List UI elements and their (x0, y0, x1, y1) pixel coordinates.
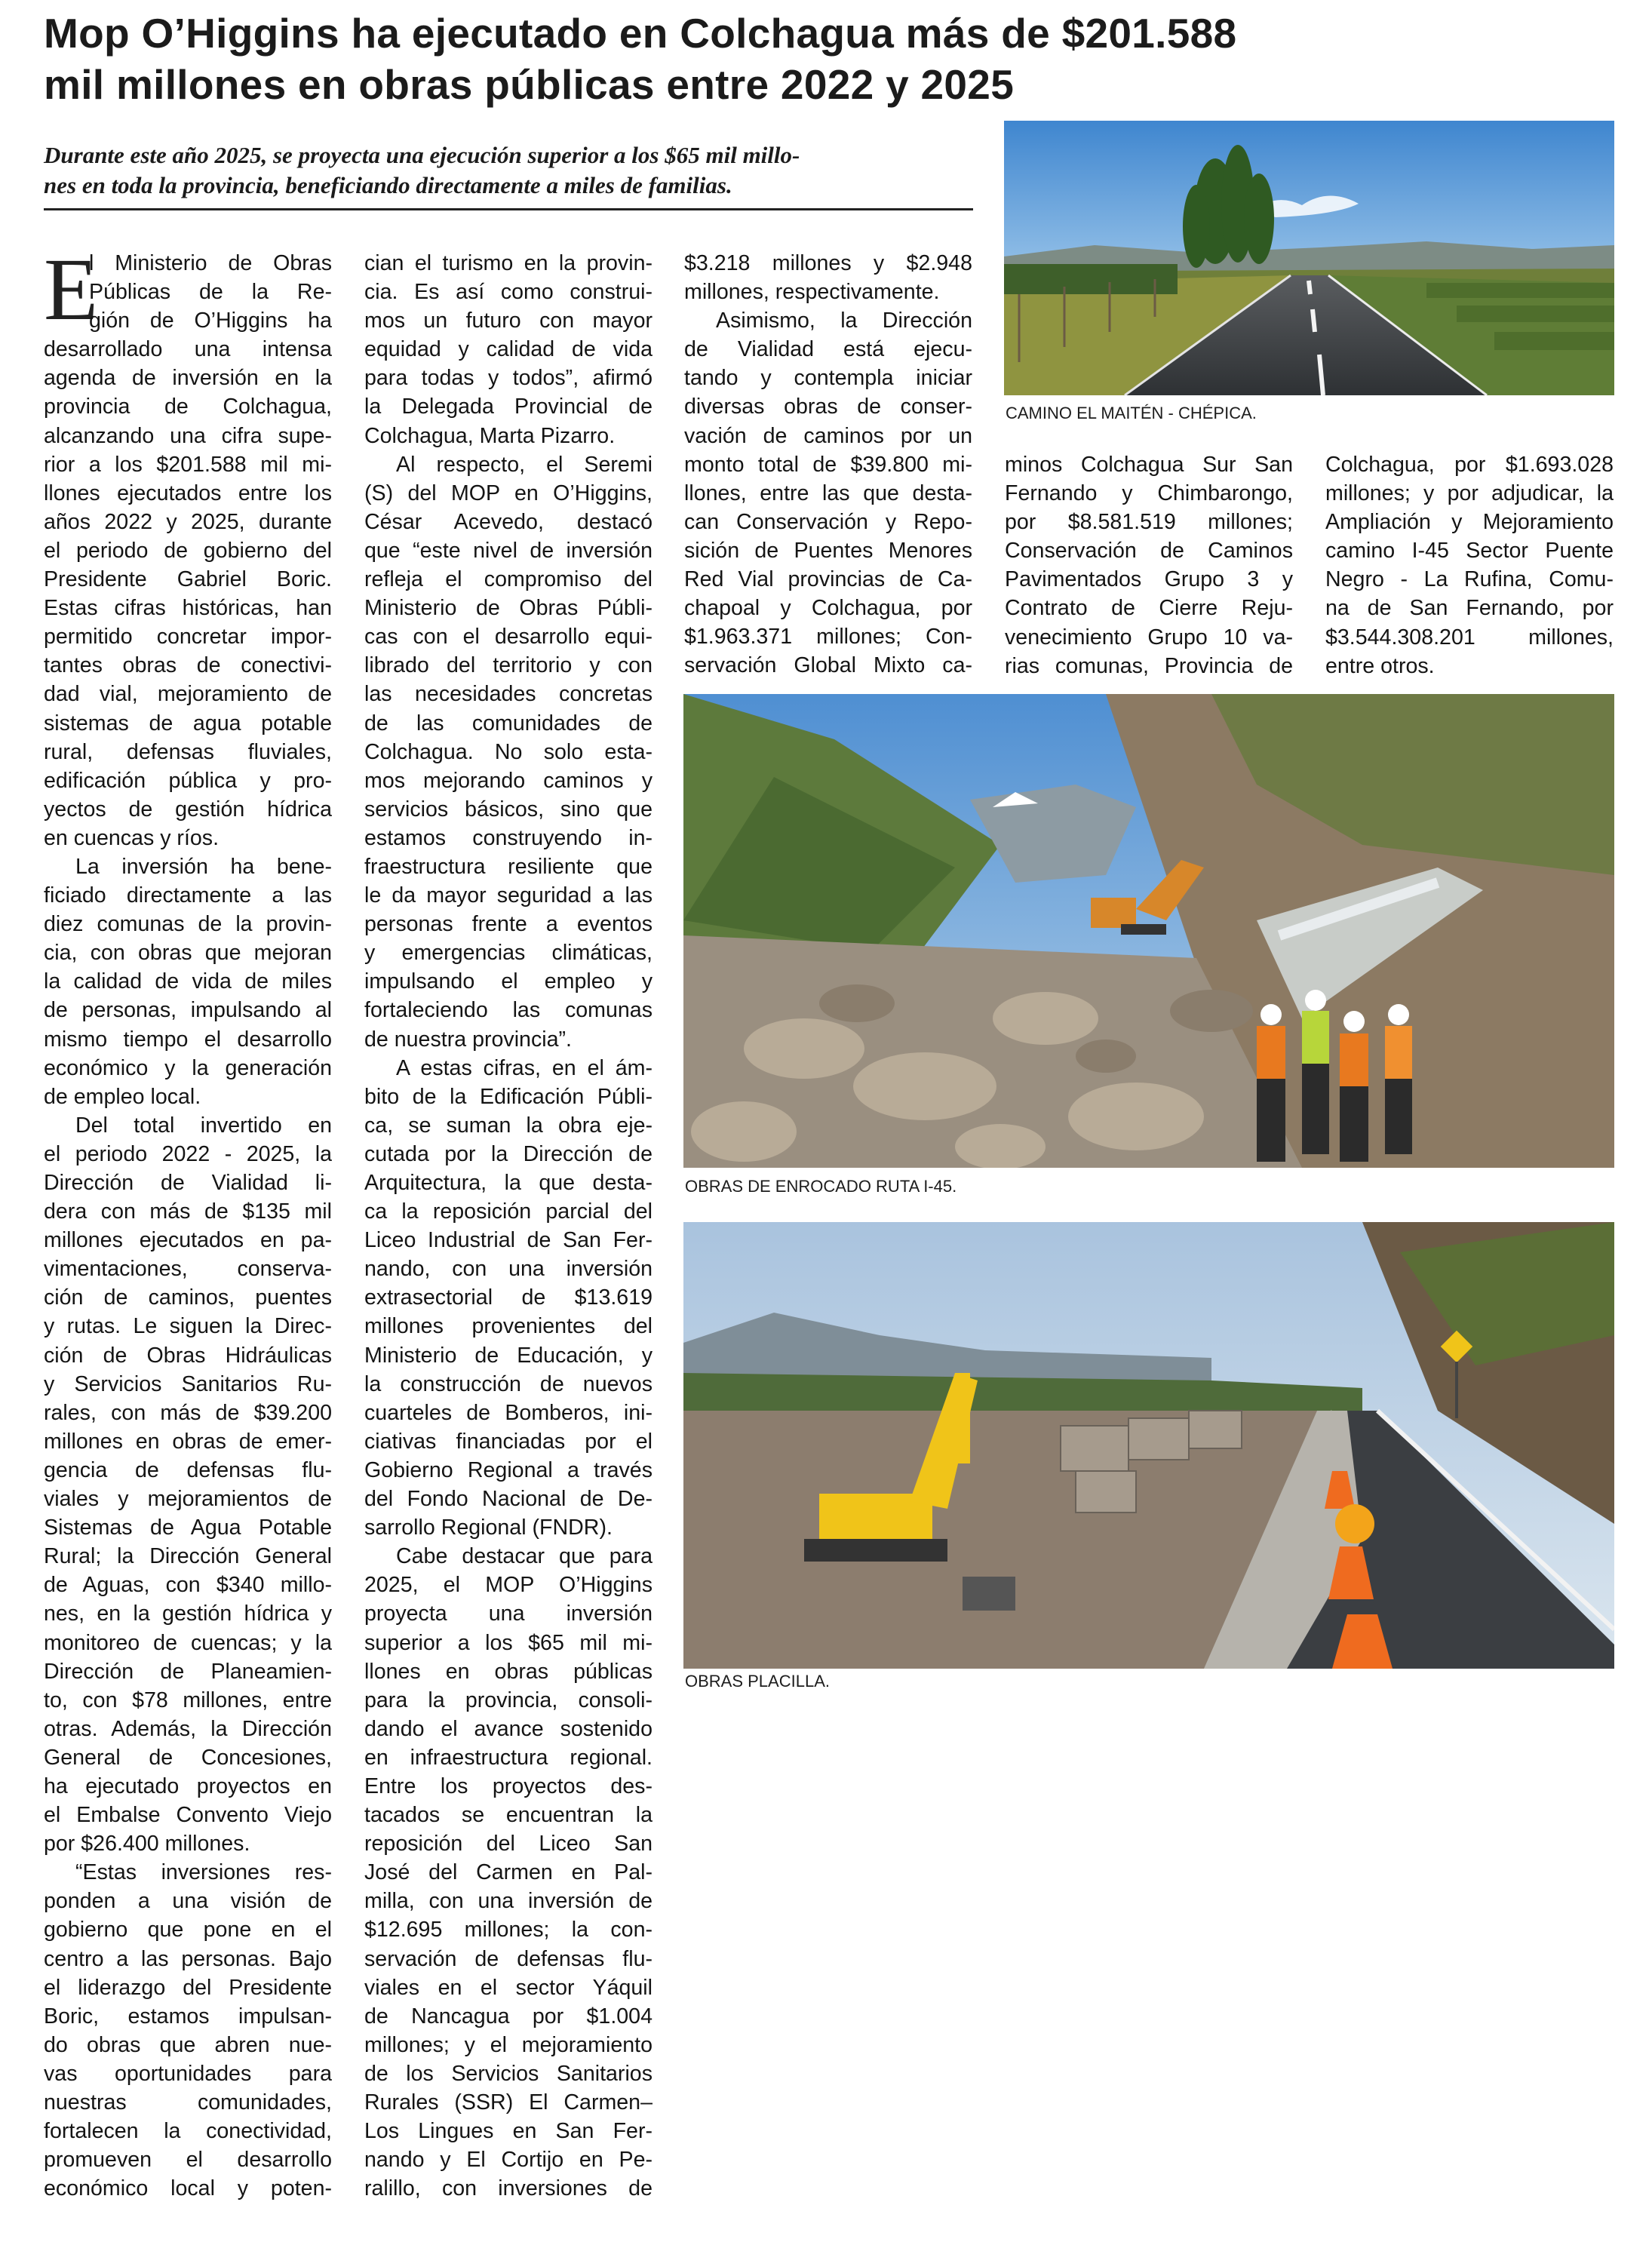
text-line: Contrato de Cierre Reju- (1005, 596, 1293, 621)
text-line: de personas, impulsando al (44, 998, 332, 1023)
text-line: Dirección de Planeamien- (44, 1659, 332, 1684)
text-line: Gobierno Regional a través (364, 1457, 653, 1482)
text-line: personas frente a eventos (364, 912, 653, 937)
article-column-1 (44, 240, 332, 2203)
text-line: cia. Es así como construi- (364, 280, 653, 305)
article-column-4 (1005, 450, 1293, 680)
text-line: librado del territorio y con (364, 653, 653, 678)
text-line: equidad y calidad de vida (364, 337, 653, 362)
text-line: Ampliación y Mejoramiento (1325, 510, 1614, 535)
text-line: y emergencias climáticas, (364, 941, 653, 966)
photo-caption: OBRAS DE ENROCADO RUTA I-45. (685, 1177, 957, 1196)
text-line: servación de defensas flu- (364, 1946, 653, 1971)
text-line: Públicas de la Re- (89, 280, 332, 305)
text-line: “Estas inversiones res- (75, 1860, 332, 1885)
text-line: tantes obras de conectivi- (44, 653, 332, 678)
text-line: alcanzando una cifra supe- (44, 423, 332, 448)
text-line: fraestructura resiliente que (364, 854, 653, 879)
text-line: Cabe destacar que para (396, 1544, 653, 1569)
text-line: reposición del Liceo San (364, 1832, 653, 1857)
text-line: sarrollo Regional (FNDR). (364, 1516, 613, 1540)
photo-camino-el-maiten (1004, 121, 1614, 395)
text-line: gobierno que pone en el (44, 1918, 332, 1942)
text-line: cia, con obras que mejoran (44, 941, 332, 966)
text-line: l Ministerio de Obras (89, 251, 332, 275)
drop-cap: E (44, 240, 99, 339)
text-line: por $26.400 millones. (44, 1832, 250, 1857)
text-line: A estas cifras, en el ám- (396, 1055, 653, 1080)
text-line: el Embalse Convento Viejo (44, 1803, 332, 1828)
text-line: servación Global Mixto ca- (684, 653, 972, 678)
text-line: de Vialidad está ejecu- (684, 337, 972, 362)
text-line: Colchagua. No solo esta- (364, 739, 653, 764)
text-line: César Acevedo, destacó (364, 509, 653, 534)
text-line: Sistemas de Agua Potable (44, 1516, 332, 1540)
photo-caption: OBRAS PLACILLA. (685, 1672, 830, 1691)
text-line: permitido concretar impor- (44, 625, 332, 650)
text-line: superior a los $65 mil mi- (364, 1630, 653, 1655)
text-line: rural, defensas fluviales, (44, 739, 332, 764)
text-line: económico local y poten- (44, 2176, 332, 2201)
text-line: Los Lingues en San Fer- (364, 2119, 653, 2144)
text-line: Ministerio de Educación, y (364, 1343, 653, 1368)
text-line: entre otros. (1325, 653, 1435, 678)
text-line: minos Colchagua Sur San (1005, 453, 1293, 477)
text-line: nando, con una inversión (364, 1257, 653, 1282)
text-line: viales en el sector Yáquil (364, 1975, 653, 2000)
text-line: extrasectorial de $13.619 (364, 1285, 653, 1310)
text-line: dera con más de $135 mil (44, 1199, 332, 1224)
text-line: le da mayor seguridad a las (364, 883, 653, 908)
text-line: rior a los $201.588 mil mi- (44, 452, 332, 477)
article-column-5 (1325, 450, 1614, 680)
photo-obras-placilla (683, 1222, 1614, 1669)
text-line: impulsando el empleo y (364, 969, 653, 994)
text-line: millones; y el mejoramiento (364, 2032, 653, 2057)
text-line: Asimismo, la Dirección (716, 309, 972, 333)
subtitle-line-1: Durante este año 2025, se proyecta una ejecución superior a los $65 mil millo- (44, 142, 800, 168)
text-line: dad vial, mejoramiento de (44, 682, 332, 707)
text-line: Negro - La Rufina, Comu- (1325, 567, 1614, 592)
text-line: nes, en la gestión hídrica y (44, 1602, 332, 1626)
text-line: do obras que abren nue- (44, 2032, 332, 2057)
text-line: del Fondo Nacional de De- (364, 1487, 653, 1512)
text-line: ponden a una visión de (44, 1889, 332, 1914)
text-line: y Servicios Sanitarios Ru- (44, 1371, 332, 1396)
text-line: fortaleciendo las comunas (364, 998, 653, 1023)
text-line: millones; y por adjudicar, la (1325, 481, 1614, 506)
text-line: diversas obras de conser- (684, 395, 972, 419)
text-line: agenda de inversión en la (44, 366, 332, 391)
text-line: millones provenientes del (364, 1314, 653, 1339)
text-line: Dirección de Vialidad li- (44, 1171, 332, 1195)
text-line: y rutas. Le siguen la Direc- (44, 1314, 332, 1339)
text-line: ficiado directamente a las (44, 883, 332, 908)
text-line: de Nancagua por $1.004 (364, 2004, 653, 2028)
text-line: gión de O’Higgins ha (89, 309, 332, 333)
text-line: Boric, estamos impulsan- (44, 2004, 332, 2028)
subtitle-line-2: nes en toda la provincia, beneficiando directamente a miles de familias. (44, 172, 732, 198)
text-line: venecimiento Grupo 10 va- (1005, 625, 1293, 650)
text-line: chapoal y Colchagua, por (684, 596, 972, 621)
text-line: Rural; la Dirección General (44, 1544, 332, 1569)
text-line: $1.963.371 millones; Con- (684, 625, 972, 650)
text-line: Colchagua, por $1.693.028 (1325, 453, 1614, 477)
text-line: mos mejorando caminos y (364, 768, 653, 793)
text-line: de nuestra provincia”. (364, 1027, 572, 1052)
text-line: Liceo Industrial de San Fer- (364, 1228, 653, 1253)
text-line: vas oportunidades para (44, 2061, 332, 2086)
text-line: que “este nivel de inversión (364, 538, 653, 563)
text-line: Al respecto, el Seremi (396, 452, 653, 477)
text-line: camino I-45 Sector Puente (1325, 539, 1614, 564)
text-line: cian el turismo en la provin- (364, 251, 653, 275)
text-line: Del total invertido en (75, 1113, 332, 1138)
text-line: cas con el desarrollo equi- (364, 625, 653, 650)
text-line: yectos de gestión hídrica (44, 797, 332, 822)
text-line: ralillo, con inversiones de (364, 2176, 653, 2201)
text-line: monto total de $39.800 mi- (684, 452, 972, 477)
text-line: José del Carmen en Pal- (364, 1860, 653, 1885)
text-line: edificación pública y pro- (44, 768, 332, 793)
text-line: milla, con una inversión de (364, 1889, 653, 1914)
text-line: de empleo local. (44, 1084, 201, 1109)
text-line: en infraestructura regional. (364, 1745, 653, 1770)
text-line: vación de caminos por un (684, 423, 972, 448)
text-line: Arquitectura, la que desta- (364, 1171, 653, 1195)
text-line: mos un futuro con mayor (364, 309, 653, 333)
text-line: General de Concesiones, (44, 1745, 332, 1770)
text-line: na de San Fernando, por (1325, 596, 1614, 621)
text-line: llones, entre las que desta- (684, 481, 972, 505)
text-line: Entre los proyectos des- (364, 1774, 653, 1798)
text-line: ha ejecutado proyectos en (44, 1774, 332, 1798)
text-line: ca la reposición parcial del (364, 1199, 653, 1224)
text-line: 2025, el MOP O’Higgins (364, 1573, 653, 1598)
text-line: $3.218 millones y $2.948 (684, 251, 972, 275)
text-line: ca, se suman la obra eje- (364, 1113, 653, 1138)
text-line: Presidente Gabriel Boric. (44, 567, 332, 592)
text-line: el liderazgo del Presidente (44, 1975, 332, 2000)
text-line: desarrollado una intensa (44, 337, 332, 362)
article-subtitle (44, 140, 972, 201)
text-line: las necesidades concretas (364, 682, 653, 707)
text-line: el periodo de gobierno del (44, 538, 332, 563)
text-line: Estas cifras históricas, han (44, 596, 332, 621)
photo-obras-de-enrocado (683, 694, 1614, 1168)
text-line: para todas y todos”, afirmó (364, 366, 653, 391)
text-line: por $8.581.519 millones; (1005, 510, 1293, 535)
text-line: ción de caminos, puentes (44, 1285, 332, 1310)
text-line: la Delegada Provincial de (364, 395, 653, 419)
text-line: gencia de defensas flu- (44, 1457, 332, 1482)
text-line: nando y El Cortijo en Pe- (364, 2148, 653, 2173)
article-column-2 (364, 249, 653, 2203)
text-line: Conservación de Caminos (1005, 539, 1293, 564)
text-line: centro a las personas. Bajo (44, 1946, 332, 1971)
text-line: $3.544.308.201 millones, (1325, 625, 1614, 650)
text-line: servicios básicos, sino que (364, 797, 653, 822)
text-line: Fernando y Chimbarongo, (1005, 481, 1293, 506)
text-line: el periodo 2022 - 2025, la (44, 1141, 332, 1166)
text-line: otras. Además, la Dirección (44, 1716, 332, 1741)
text-line: en cuencas y ríos. (44, 825, 220, 850)
text-line: rias comunas, Provincia de (1005, 653, 1293, 678)
text-line: (S) del MOP en O’Higgins, (364, 481, 653, 505)
text-line: Colchagua, Marta Pizarro. (364, 423, 616, 448)
article-headline (44, 8, 1613, 110)
text-line: dando el avance sostenido (364, 1716, 653, 1741)
text-line: promueven el desarrollo (44, 2148, 332, 2173)
text-line: de los Servicios Sanitarios (364, 2061, 653, 2086)
text-line: nuestras comunidades, (44, 2090, 332, 2114)
text-line: de Aguas, con $340 millo- (44, 1573, 332, 1598)
text-line: to, con $78 millones, entre (44, 1688, 332, 1712)
photo-caption: CAMINO EL MAITÉN - CHÉPICA. (1006, 404, 1257, 422)
text-line: tacados se encuentran la (364, 1803, 653, 1828)
text-line: la calidad de vida de miles (44, 969, 332, 994)
text-line: de las comunidades de (364, 711, 653, 736)
text-line: la construcción de nuevos (364, 1371, 653, 1396)
text-line: ciativas financiadas por el (364, 1429, 653, 1454)
text-line: proyecta una inversión (364, 1602, 653, 1626)
text-line: sición de Puentes Menores (684, 538, 972, 563)
text-line: mismo tiempo el desarrollo (44, 1027, 332, 1052)
text-line: Red Vial provincias de Ca- (684, 567, 972, 592)
text-line: tando y contempla iniciar (684, 366, 972, 391)
text-line: provincia de Colchagua, (44, 395, 332, 419)
text-line: para la provincia, consoli- (364, 1688, 653, 1712)
text-line: can Conservación y Repo- (684, 509, 972, 534)
text-line: económico y la generación (44, 1055, 332, 1080)
text-line: Pavimentados Grupo 3 y (1005, 567, 1293, 592)
text-line: cutada por la Dirección de (364, 1141, 653, 1166)
text-line: llones en obras públicas (364, 1659, 653, 1684)
text-line: años 2022 y 2025, durante (44, 509, 332, 534)
text-line: diez comunas de la provin- (44, 912, 332, 937)
text-line: monitoreo de cuencas; y la (44, 1630, 332, 1655)
text-line: fortalecen la conectividad, (44, 2119, 332, 2144)
article-column-3 (684, 249, 972, 680)
text-line: millones en obras de emer- (44, 1429, 332, 1454)
text-line: cuarteles de Bomberos, ini- (364, 1400, 653, 1425)
text-line: sistemas de agua potable (44, 711, 332, 736)
headline-line-2: mil millones en obras públicas entre 2022 y 2025 (44, 61, 1015, 108)
text-line: vimentaciones, conserva- (44, 1257, 332, 1282)
text-line: rales, con más de $39.200 (44, 1400, 332, 1425)
text-line: ción de Obras Hidráulicas (44, 1343, 332, 1368)
text-line: Rurales (SSR) El Carmen– (364, 2090, 653, 2114)
text-line: estamos construyendo in- (364, 825, 653, 850)
subtitle-divider (44, 208, 973, 210)
text-line: bito de la Edificación Públi- (364, 1084, 653, 1109)
text-line: millones ejecutados en pa- (44, 1228, 332, 1253)
text-line: millones, respectivamente. (684, 280, 940, 305)
text-line: refleja el compromiso del (364, 567, 653, 592)
headline-line-1: Mop O’Higgins ha ejecutado en Colchagua más de $201.588 (44, 10, 1237, 57)
text-line: La inversión ha bene- (75, 854, 332, 879)
text-line: $12.695 millones; la con- (364, 1918, 653, 1942)
text-line: Ministerio de Obras Públi- (364, 596, 653, 621)
text-line: viales y mejoramientos de (44, 1487, 332, 1512)
text-line: llones ejecutados entre los (44, 481, 332, 505)
